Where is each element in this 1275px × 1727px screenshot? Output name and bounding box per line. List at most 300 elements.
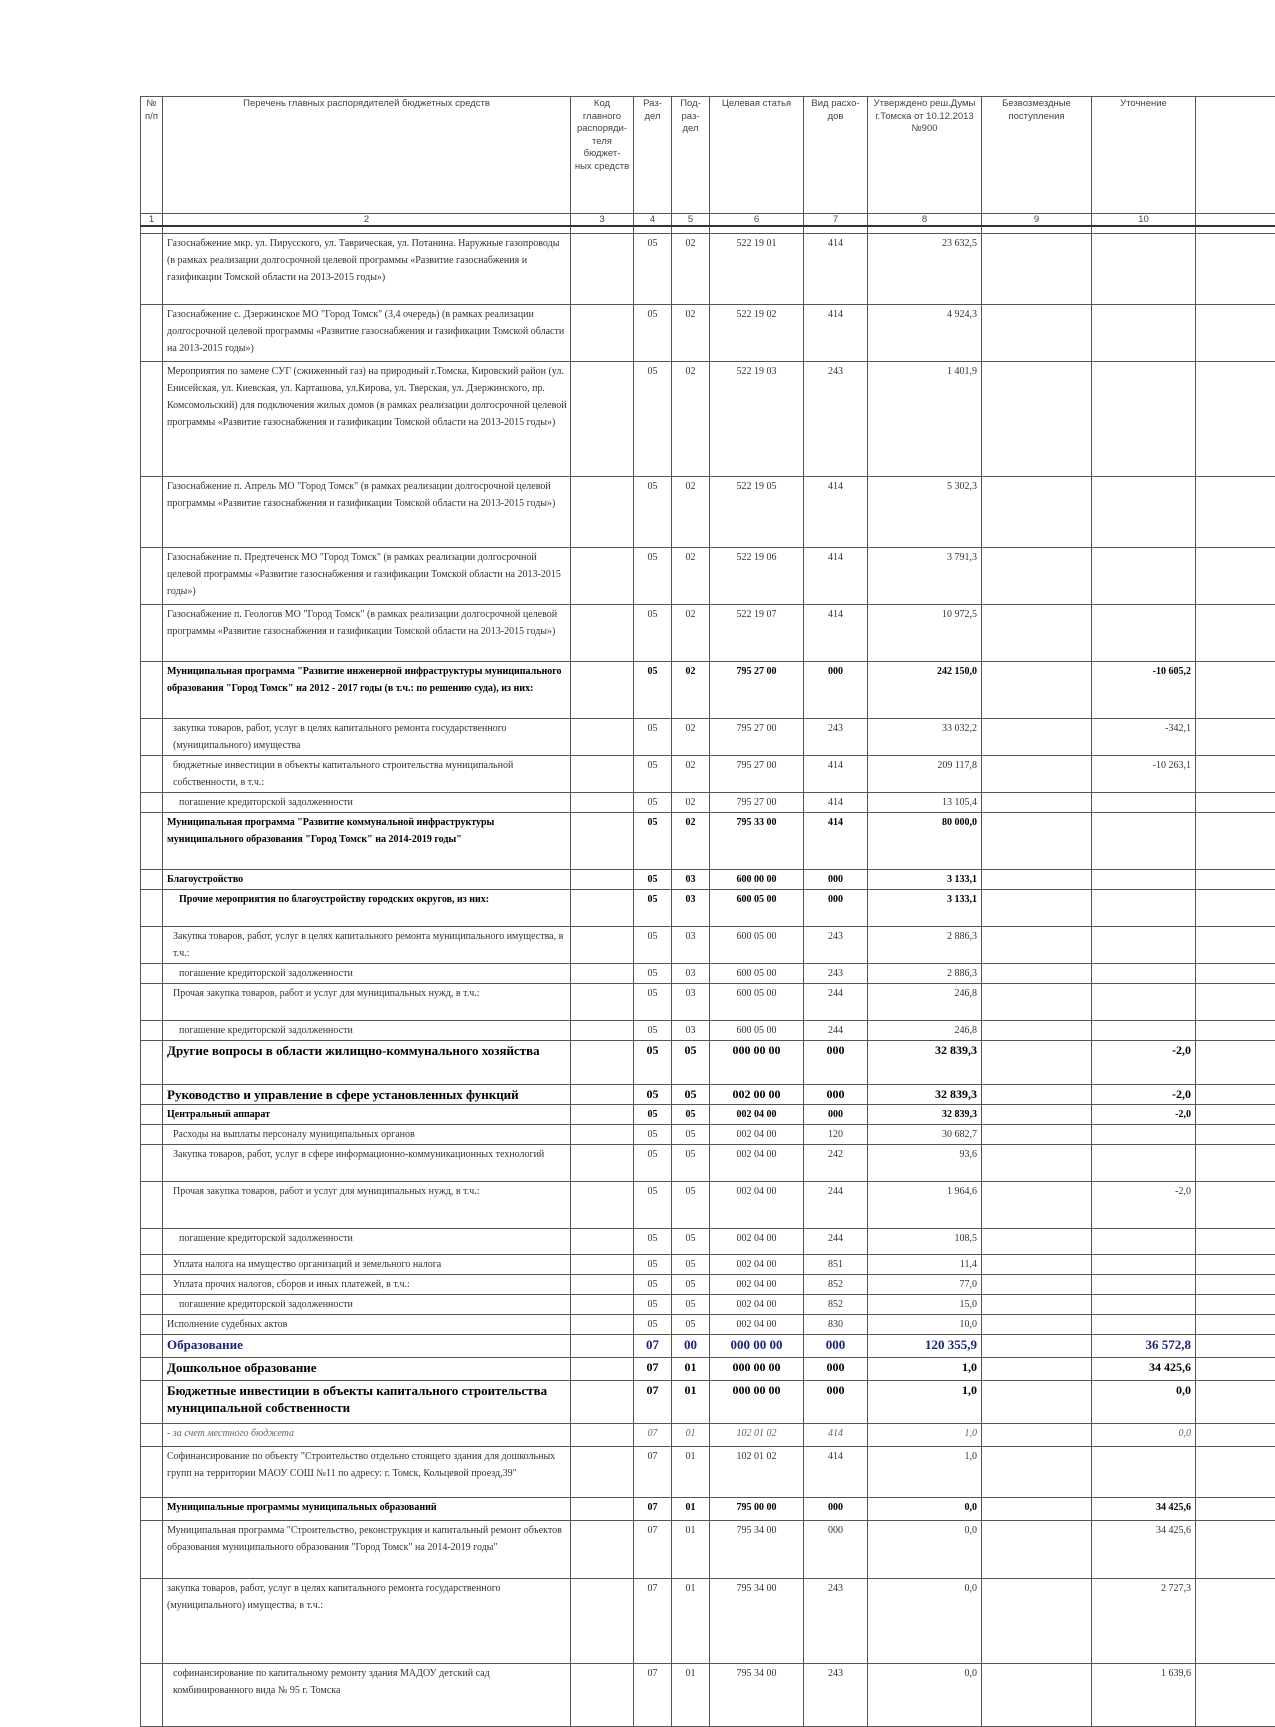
row-razdel: 05 — [634, 1021, 672, 1041]
row-approved: 3 791,3 — [868, 548, 982, 605]
row-razdel: 05 — [634, 1125, 672, 1145]
row-approved: 77,0 — [868, 1275, 982, 1295]
table-row — [141, 305, 1275, 362]
row-razdel: 05 — [634, 477, 672, 548]
row-extra — [1196, 890, 1275, 927]
row-extra — [1196, 1255, 1275, 1275]
row-stat: 600 05 00 — [710, 964, 804, 984]
row-number — [141, 305, 163, 362]
row-approved: 2 886,3 — [868, 927, 982, 964]
table-row — [141, 1275, 1275, 1295]
row-grants — [982, 870, 1092, 890]
row-clarif — [1092, 234, 1196, 305]
row-code — [571, 1021, 634, 1041]
row-name: Расходы на выплаты персоналу муниципальных органов — [163, 1125, 571, 1145]
row-clarif — [1092, 793, 1196, 813]
row-grants — [982, 662, 1092, 719]
row-clarif: -2,0 — [1092, 1105, 1196, 1125]
row-vid: 000 — [804, 1521, 868, 1579]
row-extra — [1196, 813, 1275, 870]
row-podrazdel: 02 — [672, 719, 710, 756]
row-podrazdel: 00 — [672, 1335, 710, 1358]
row-podrazdel: 01 — [672, 1521, 710, 1579]
table-row — [141, 1295, 1275, 1315]
row-extra — [1196, 984, 1275, 1021]
row-stat: 795 00 00 — [710, 1498, 804, 1521]
row-name: софинансирование по капитальному ремонту здания МАДОУ детский сад комбинированного вида № 95 г. Томска — [163, 1664, 571, 1727]
table-row — [141, 1424, 1275, 1447]
row-vid: 243 — [804, 719, 868, 756]
row-razdel: 05 — [634, 1275, 672, 1295]
row-vid: 000 — [804, 1041, 868, 1085]
row-name: Уплата налога на имущество организаций и земельного налога — [163, 1255, 571, 1275]
row-razdel: 05 — [634, 1295, 672, 1315]
row-podrazdel: 05 — [672, 1229, 710, 1255]
row-approved: 0,0 — [868, 1498, 982, 1521]
row-grants — [982, 890, 1092, 927]
row-extra — [1196, 1105, 1275, 1125]
col-header-razdel: Раз- дел — [634, 97, 672, 214]
row-approved: 32 839,3 — [868, 1041, 982, 1085]
row-grants — [982, 234, 1092, 305]
row-grants — [982, 477, 1092, 548]
row-extra — [1196, 1664, 1275, 1727]
row-grants — [982, 1229, 1092, 1255]
row-approved: 3 133,1 — [868, 870, 982, 890]
table-row — [141, 1182, 1275, 1229]
row-extra — [1196, 1041, 1275, 1085]
table-row — [141, 1229, 1275, 1255]
row-number — [141, 477, 163, 548]
row-name: Муниципальная программа "Развитие коммунальной инфраструктуры муниципального образования "Город Томск" на 2014-2019 годы" — [163, 813, 571, 870]
row-number — [141, 1498, 163, 1521]
row-podrazdel: 05 — [672, 1041, 710, 1085]
row-podrazdel: 05 — [672, 1145, 710, 1182]
row-extra — [1196, 1295, 1275, 1315]
row-code — [571, 1521, 634, 1579]
row-podrazdel: 03 — [672, 964, 710, 984]
row-stat: 000 00 00 — [710, 1041, 804, 1085]
row-clarif: -342,1 — [1092, 719, 1196, 756]
row-vid: 244 — [804, 1229, 868, 1255]
row-stat: 002 04 00 — [710, 1145, 804, 1182]
row-extra — [1196, 1125, 1275, 1145]
row-podrazdel: 05 — [672, 1275, 710, 1295]
row-extra — [1196, 548, 1275, 605]
row-code — [571, 1295, 634, 1315]
row-stat: 002 04 00 — [710, 1105, 804, 1125]
row-extra — [1196, 1424, 1275, 1447]
row-code — [571, 1125, 634, 1145]
row-code — [571, 234, 634, 305]
row-approved: 246,8 — [868, 1021, 982, 1041]
row-razdel: 05 — [634, 1255, 672, 1275]
row-stat: 002 04 00 — [710, 1229, 804, 1255]
row-vid: 414 — [804, 1424, 868, 1447]
col-header-grants: Безвозмездные поступления — [982, 97, 1092, 214]
row-approved: 1 964,6 — [868, 1182, 982, 1229]
row-stat: 000 00 00 — [710, 1335, 804, 1358]
row-extra — [1196, 1085, 1275, 1105]
row-approved: 32 839,3 — [868, 1085, 982, 1105]
table-row — [141, 1021, 1275, 1041]
row-number — [141, 1315, 163, 1335]
row-grants — [982, 1255, 1092, 1275]
row-approved: 246,8 — [868, 984, 982, 1021]
row-stat: 002 04 00 — [710, 1125, 804, 1145]
column-number-row — [141, 214, 1275, 227]
row-razdel: 05 — [634, 362, 672, 477]
row-number — [141, 1021, 163, 1041]
row-grants — [982, 964, 1092, 984]
row-name: Уплата прочих налогов, сборов и иных платежей, в т.ч.: — [163, 1275, 571, 1295]
row-approved: 10 972,5 — [868, 605, 982, 662]
row-code — [571, 813, 634, 870]
row-razdel: 07 — [634, 1447, 672, 1498]
row-razdel: 05 — [634, 1105, 672, 1125]
col-number: 6 — [710, 214, 804, 227]
row-stat: 795 34 00 — [710, 1521, 804, 1579]
row-grants — [982, 1041, 1092, 1085]
row-code — [571, 1381, 634, 1424]
row-grants — [982, 1579, 1092, 1664]
row-name: Руководство и управление в сфере установленных функций — [163, 1085, 571, 1105]
row-extra — [1196, 1521, 1275, 1579]
row-razdel: 07 — [634, 1664, 672, 1727]
row-stat: 795 27 00 — [710, 719, 804, 756]
row-razdel: 05 — [634, 1041, 672, 1085]
row-stat: 000 00 00 — [710, 1381, 804, 1424]
row-podrazdel: 01 — [672, 1579, 710, 1664]
row-extra — [1196, 1498, 1275, 1521]
row-approved: 93,6 — [868, 1145, 982, 1182]
row-code — [571, 1335, 634, 1358]
row-extra — [1196, 1579, 1275, 1664]
row-code — [571, 605, 634, 662]
row-name: погашение кредиторской задолженности — [163, 1295, 571, 1315]
row-code — [571, 1424, 634, 1447]
row-grants — [982, 984, 1092, 1021]
row-clarif: 36 572,8 — [1092, 1335, 1196, 1358]
row-code — [571, 1182, 634, 1229]
row-extra — [1196, 1381, 1275, 1424]
row-clarif — [1092, 1295, 1196, 1315]
row-razdel: 05 — [634, 1145, 672, 1182]
row-razdel: 05 — [634, 662, 672, 719]
row-extra — [1196, 1335, 1275, 1358]
row-approved: 1,0 — [868, 1447, 982, 1498]
row-stat: 795 27 00 — [710, 756, 804, 793]
table-row — [141, 1315, 1275, 1335]
row-extra — [1196, 1275, 1275, 1295]
row-approved: 13 105,4 — [868, 793, 982, 813]
row-grants — [982, 756, 1092, 793]
row-stat: 002 04 00 — [710, 1315, 804, 1335]
col-number: 7 — [804, 214, 868, 227]
table-row — [141, 813, 1275, 870]
row-stat: 522 19 03 — [710, 362, 804, 477]
row-name: Прочие мероприятия по благоустройству городских округов, из них: — [163, 890, 571, 927]
row-vid: 000 — [804, 1498, 868, 1521]
row-extra — [1196, 305, 1275, 362]
row-number — [141, 1335, 163, 1358]
table-row — [141, 234, 1275, 305]
row-razdel: 07 — [634, 1358, 672, 1381]
row-clarif: 0,0 — [1092, 1381, 1196, 1424]
row-name: Прочая закупка товаров, работ и услуг для муниципальных нужд, в т.ч.: — [163, 1182, 571, 1229]
row-number — [141, 719, 163, 756]
row-stat: 522 19 07 — [710, 605, 804, 662]
row-approved: 1 401,9 — [868, 362, 982, 477]
row-number — [141, 1381, 163, 1424]
row-number — [141, 1295, 163, 1315]
row-grants — [982, 1275, 1092, 1295]
row-vid: 243 — [804, 362, 868, 477]
row-number — [141, 1105, 163, 1125]
row-clarif: 1 639,6 — [1092, 1664, 1196, 1727]
row-number — [141, 1275, 163, 1295]
row-approved: 15,0 — [868, 1295, 982, 1315]
row-clarif — [1092, 605, 1196, 662]
row-code — [571, 1315, 634, 1335]
row-clarif — [1092, 305, 1196, 362]
row-name: Газоснабжение п. Апрель МО "Город Томск" (в рамках реализации долгосрочной целевой программы «Развитие газоснабжения и газификации Томской области на 2013-2015 годы») — [163, 477, 571, 548]
row-vid: 243 — [804, 1579, 868, 1664]
table-row — [141, 1335, 1275, 1358]
row-podrazdel: 02 — [672, 793, 710, 813]
row-approved: 4 924,3 — [868, 305, 982, 362]
row-grants — [982, 362, 1092, 477]
row-vid: 414 — [804, 756, 868, 793]
row-stat: 522 19 02 — [710, 305, 804, 362]
row-stat: 600 05 00 — [710, 984, 804, 1021]
table-row — [141, 984, 1275, 1021]
row-podrazdel: 01 — [672, 1381, 710, 1424]
row-name: погашение кредиторской задолженности — [163, 793, 571, 813]
row-extra — [1196, 1182, 1275, 1229]
table-row — [141, 1105, 1275, 1125]
row-grants — [982, 719, 1092, 756]
row-razdel: 05 — [634, 1182, 672, 1229]
col-number: 3 — [571, 214, 634, 227]
row-number — [141, 1521, 163, 1579]
row-podrazdel: 05 — [672, 1315, 710, 1335]
row-vid: 414 — [804, 305, 868, 362]
row-clarif — [1092, 477, 1196, 548]
spacer-row — [141, 226, 1275, 234]
row-extra — [1196, 234, 1275, 305]
row-code — [571, 793, 634, 813]
row-approved: 1,0 — [868, 1381, 982, 1424]
row-razdel: 07 — [634, 1498, 672, 1521]
row-stat: 102 01 02 — [710, 1424, 804, 1447]
row-approved: 108,5 — [868, 1229, 982, 1255]
row-code — [571, 890, 634, 927]
row-extra — [1196, 756, 1275, 793]
row-stat: 002 04 00 — [710, 1255, 804, 1275]
row-extra — [1196, 927, 1275, 964]
row-number — [141, 605, 163, 662]
row-razdel: 05 — [634, 964, 672, 984]
row-grants — [982, 305, 1092, 362]
table-row — [141, 548, 1275, 605]
row-grants — [982, 793, 1092, 813]
row-vid: 244 — [804, 1021, 868, 1041]
row-name: - за счет местного бюджета — [163, 1424, 571, 1447]
row-grants — [982, 548, 1092, 605]
row-approved: 0,0 — [868, 1664, 982, 1727]
row-stat: 522 19 06 — [710, 548, 804, 605]
row-vid: 414 — [804, 813, 868, 870]
row-clarif — [1092, 548, 1196, 605]
row-podrazdel: 03 — [672, 890, 710, 927]
table-row — [141, 1085, 1275, 1105]
row-podrazdel: 02 — [672, 548, 710, 605]
row-vid: 000 — [804, 1105, 868, 1125]
row-clarif: -2,0 — [1092, 1182, 1196, 1229]
row-stat: 002 04 00 — [710, 1182, 804, 1229]
row-approved: 80 000,0 — [868, 813, 982, 870]
row-number — [141, 984, 163, 1021]
row-number — [141, 234, 163, 305]
row-clarif — [1092, 927, 1196, 964]
row-grants — [982, 1358, 1092, 1381]
row-number — [141, 890, 163, 927]
row-podrazdel: 01 — [672, 1498, 710, 1521]
col-number: 4 — [634, 214, 672, 227]
row-razdel: 07 — [634, 1424, 672, 1447]
row-name: Софинансирование по объекту "Строительство отдельно стоящего здания для дошкольных групп на территории МАОУ СОШ №11 по адресу: г. Томск, Кольцевой проезд,39" — [163, 1447, 571, 1498]
row-grants — [982, 1521, 1092, 1579]
row-name: Мероприятия по замене СУГ (сжиженный газ) на природный г.Томска, Кировский район (ул. Енисейская, ул. Киевская, ул. Карташова, ул.Кирова, ул. Тверская, ул. Дзержинского, пр. Комсомольский) для подключения жилых домов (в рамках реализации долгосрочной целевой программы «Развитие газоснабжения и газификации Томской области на 2013-2015 годы») — [163, 362, 571, 477]
row-vid: 830 — [804, 1315, 868, 1335]
row-approved: 1,0 — [868, 1358, 982, 1381]
row-name: Газоснабжение п. Предтеченск МО "Город Томск" (в рамках реализации долгосрочной целевой программы «Развитие газоснабжения и газификации Томской области на 2013-2015 годы») — [163, 548, 571, 605]
row-number — [141, 1358, 163, 1381]
col-number: 2 — [163, 214, 571, 227]
col-number: 1 — [141, 214, 163, 227]
row-razdel: 05 — [634, 756, 672, 793]
row-podrazdel: 02 — [672, 813, 710, 870]
table-row — [141, 719, 1275, 756]
col-header-stat: Целевая статья — [710, 97, 804, 214]
row-grants — [982, 1145, 1092, 1182]
row-number — [141, 870, 163, 890]
row-code — [571, 1085, 634, 1105]
row-stat: 600 05 00 — [710, 927, 804, 964]
row-grants — [982, 1315, 1092, 1335]
row-vid: 244 — [804, 984, 868, 1021]
row-podrazdel: 05 — [672, 1255, 710, 1275]
row-clarif — [1092, 964, 1196, 984]
col-header-name: Перечень главных распорядителей бюджетных средств — [163, 97, 571, 214]
row-stat: 522 19 05 — [710, 477, 804, 548]
row-razdel: 05 — [634, 605, 672, 662]
row-name: Закупка товаров, работ, услуг в целях капитального ремонта муниципального имущества, в т.ч.: — [163, 927, 571, 964]
table-row — [141, 662, 1275, 719]
row-approved: 10,0 — [868, 1315, 982, 1335]
row-grants — [982, 1424, 1092, 1447]
row-podrazdel: 05 — [672, 1085, 710, 1105]
row-stat: 795 27 00 — [710, 793, 804, 813]
row-number — [141, 1085, 163, 1105]
row-vid: 414 — [804, 548, 868, 605]
row-vid: 414 — [804, 1447, 868, 1498]
row-razdel: 05 — [634, 1085, 672, 1105]
row-clarif: 34 425,6 — [1092, 1358, 1196, 1381]
row-code — [571, 662, 634, 719]
row-razdel: 05 — [634, 548, 672, 605]
row-grants — [982, 1105, 1092, 1125]
row-extra — [1196, 719, 1275, 756]
row-extra — [1196, 1145, 1275, 1182]
row-extra — [1196, 793, 1275, 813]
row-grants — [982, 1335, 1092, 1358]
row-code — [571, 1447, 634, 1498]
row-clarif: -2,0 — [1092, 1041, 1196, 1085]
table-row — [141, 362, 1275, 477]
row-razdel: 05 — [634, 984, 672, 1021]
row-code — [571, 1275, 634, 1295]
row-clarif — [1092, 1447, 1196, 1498]
row-podrazdel: 01 — [672, 1447, 710, 1498]
row-name: погашение кредиторской задолженности — [163, 1021, 571, 1041]
row-code — [571, 870, 634, 890]
row-podrazdel: 02 — [672, 605, 710, 662]
row-name: Газоснабжение п. Геологов МО "Город Томск" (в рамках реализации долгосрочной целевой программы «Развитие газоснабжения и газификации Томской области на 2013-2015 годы») — [163, 605, 571, 662]
table-row — [141, 1521, 1275, 1579]
row-vid: 000 — [804, 1335, 868, 1358]
row-name: Газоснабжение с. Дзержинское МО "Город Томск" (3,4 очередь) (в рамках реализации долгосрочной целевой программы «Развитие газоснабжения и газификации Томской области на 2013-2015 годы») — [163, 305, 571, 362]
row-stat: 002 04 00 — [710, 1275, 804, 1295]
row-approved: 0,0 — [868, 1579, 982, 1664]
budget-table-sheet — [140, 96, 1275, 1727]
row-approved: 23 632,5 — [868, 234, 982, 305]
col-number: 5 — [672, 214, 710, 227]
row-code — [571, 1255, 634, 1275]
row-stat: 795 34 00 — [710, 1579, 804, 1664]
col-number: 10 — [1092, 214, 1196, 227]
row-grants — [982, 1085, 1092, 1105]
row-grants — [982, 1125, 1092, 1145]
row-name: Муниципальные программы муниципальных образований — [163, 1498, 571, 1521]
table-body — [141, 226, 1275, 1727]
row-stat: 795 33 00 — [710, 813, 804, 870]
row-approved: 242 150,0 — [868, 662, 982, 719]
row-number — [141, 813, 163, 870]
row-name: Газоснабжение мкр. ул. Пирусского, ул. Таврическая, ул. Потанина. Наружные газопроводы (в рамках реализации долгосрочной целевой программы «Развитие газоснабжения и газификации Томской области на 2013-2015 годы») — [163, 234, 571, 305]
row-name: бюджетные инвестиции в объекты капитального строительства муниципальной собственности, в т.ч.: — [163, 756, 571, 793]
row-name: Муниципальная программа "Развитие инженерной инфраструктуры муниципального образования "Город Томск" на 2012 - 2017 годы (в т.ч.: по решению суда), из них: — [163, 662, 571, 719]
row-grants — [982, 1021, 1092, 1041]
row-name: Благоустройство — [163, 870, 571, 890]
row-clarif — [1092, 1229, 1196, 1255]
row-razdel: 05 — [634, 1229, 672, 1255]
col-header-approved: Утверждено реш.Думы г.Томска от 10.12.2013 №900 — [868, 97, 982, 214]
row-grants — [982, 605, 1092, 662]
row-extra — [1196, 964, 1275, 984]
row-number — [141, 1125, 163, 1145]
row-vid: 414 — [804, 234, 868, 305]
row-name: Муниципальная программа "Строительство, реконструкция и капитальный ремонт объектов образования муниципального образования "Город Томск" на 2014-2019 годы" — [163, 1521, 571, 1579]
row-code — [571, 305, 634, 362]
table-row — [141, 1145, 1275, 1182]
row-clarif — [1092, 1315, 1196, 1335]
row-podrazdel: 05 — [672, 1125, 710, 1145]
table-row — [141, 793, 1275, 813]
row-clarif — [1092, 1125, 1196, 1145]
row-stat: 002 04 00 — [710, 1295, 804, 1315]
